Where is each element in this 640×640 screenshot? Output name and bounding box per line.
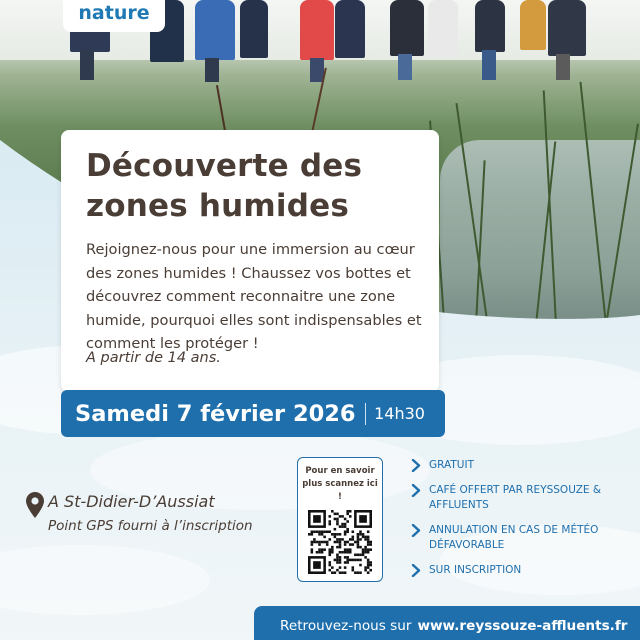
qr-module	[316, 551, 319, 554]
qr-module	[339, 566, 342, 569]
qr-module	[357, 546, 360, 549]
qr-module	[308, 533, 311, 536]
qr-module	[313, 541, 316, 544]
qr-module	[336, 520, 339, 523]
qr-module	[344, 525, 347, 528]
qr-module	[344, 523, 347, 526]
qr-module	[349, 543, 352, 546]
website-link[interactable]: www.reyssouze-affluents.fr	[417, 618, 628, 634]
qr-module	[331, 546, 334, 549]
qr-module	[318, 530, 321, 533]
qr-module	[346, 510, 349, 513]
qr-module	[321, 541, 324, 544]
qr-module	[367, 538, 370, 541]
qr-module	[367, 548, 370, 551]
qr-module	[316, 541, 319, 544]
qr-module	[364, 548, 367, 551]
qr-module	[349, 559, 352, 562]
qr-module	[321, 551, 324, 554]
qr-module	[354, 571, 357, 574]
qr-module	[336, 538, 339, 541]
qr-module	[336, 561, 339, 564]
qr-module	[362, 548, 365, 551]
qr-module	[318, 533, 321, 536]
person-figure	[520, 0, 546, 50]
person-figure	[300, 0, 334, 60]
qr-module	[344, 533, 347, 536]
qr-module	[326, 543, 329, 546]
qr-module	[323, 530, 326, 533]
qr-module	[369, 548, 372, 551]
qr-module	[341, 538, 344, 541]
qr-module	[354, 559, 357, 562]
qr-module	[349, 548, 352, 551]
qr-caption: Pour en savoir plus scannez ici !	[302, 466, 378, 502]
qr-module	[369, 569, 372, 572]
qr-module	[369, 541, 372, 544]
qr-module	[334, 559, 337, 562]
qr-module	[367, 536, 370, 539]
qr-module	[359, 559, 362, 562]
person-figure	[335, 0, 365, 58]
qr-module	[349, 551, 352, 554]
footer-banner[interactable]	[254, 606, 640, 640]
qr-module	[364, 538, 367, 541]
location-place: A St-Didier-D’Aussiat	[48, 492, 215, 511]
qr-module	[334, 571, 337, 574]
qr-module	[344, 530, 347, 533]
date-banner	[61, 390, 445, 437]
qr-module	[346, 561, 349, 564]
qr-module	[341, 551, 344, 554]
qr-module	[336, 518, 339, 521]
qr-module	[344, 571, 347, 574]
qr-module	[367, 543, 370, 546]
qr-module	[334, 513, 337, 516]
qr-module	[311, 541, 314, 544]
person-legs	[398, 54, 412, 80]
person-figure	[475, 0, 505, 52]
qr-module	[346, 556, 349, 559]
qr-module	[331, 510, 334, 513]
qr-module	[339, 515, 342, 518]
qr-module	[336, 559, 339, 562]
qr-module	[339, 551, 342, 554]
qr-module	[331, 548, 334, 551]
qr-module	[369, 561, 372, 564]
qr-module	[323, 548, 326, 551]
qr-module	[359, 538, 362, 541]
qr-module	[357, 571, 360, 574]
qr-module	[321, 533, 324, 536]
map-pin-icon	[26, 492, 44, 518]
person-figure	[195, 0, 235, 60]
event-description: Rejoignez-nous pour une immersion au cœur des zones humides ! Chaussez vos bottes et découvrez comment reconnaitre une zone humide, pourquoi elles sont indispensables et comment les protéger !	[86, 241, 422, 352]
info-item	[411, 458, 631, 474]
footer-prefix: Retrouvez-nous sur	[280, 618, 412, 634]
qr-module	[349, 510, 352, 513]
qr-module	[357, 533, 360, 536]
qr-module	[336, 513, 339, 516]
qr-module	[359, 554, 362, 557]
qr-code-box[interactable]	[297, 457, 383, 582]
qr-module	[339, 571, 342, 574]
qr-module	[352, 569, 355, 572]
event-card	[61, 130, 439, 392]
qr-module	[357, 541, 360, 544]
qr-module	[344, 556, 347, 559]
qr-module	[328, 548, 331, 551]
person-figure	[428, 0, 458, 58]
qr-module	[364, 551, 367, 554]
qr-module	[328, 551, 331, 554]
qr-module	[354, 554, 357, 557]
qr-module	[349, 515, 352, 518]
qr-module	[352, 566, 355, 569]
qr-module	[311, 543, 314, 546]
qr-module	[346, 541, 349, 544]
qr-module	[339, 559, 342, 562]
person-legs	[482, 50, 496, 80]
age-note: A partir de 14 ans.	[86, 350, 221, 366]
qr-module	[344, 543, 347, 546]
qr-module	[367, 551, 370, 554]
qr-module	[352, 538, 355, 541]
qr-module	[318, 543, 321, 546]
qr-module	[328, 554, 331, 557]
qr-module	[334, 528, 337, 531]
qr-module	[334, 518, 337, 521]
qr-code-icon[interactable]	[308, 510, 372, 574]
qr-module	[341, 523, 344, 526]
qr-module	[328, 564, 331, 567]
qr-module	[326, 541, 329, 544]
event-date: Samedi 7 février 2026	[75, 400, 356, 427]
chevron-right-icon	[411, 484, 421, 497]
qr-module	[346, 513, 349, 516]
category-tag	[63, 0, 165, 32]
qr-module	[364, 569, 367, 572]
info-item-text: GRATUIT	[429, 459, 474, 471]
qr-module	[323, 541, 326, 544]
qr-module	[339, 543, 342, 546]
person-figure	[548, 0, 586, 56]
chevron-right-icon	[411, 564, 421, 577]
qr-module	[364, 556, 367, 559]
qr-module	[357, 543, 360, 546]
qr-module	[367, 530, 370, 533]
qr-module	[346, 551, 349, 554]
qr-module	[362, 554, 365, 557]
qr-module	[362, 536, 365, 539]
qr-module	[339, 533, 342, 536]
qr-module	[328, 523, 331, 526]
qr-module	[346, 520, 349, 523]
qr-module	[352, 530, 355, 533]
qr-module	[357, 559, 360, 562]
qr-module	[334, 541, 337, 544]
qr-module	[344, 518, 347, 521]
info-list	[411, 458, 631, 587]
event-title: Découverte des zones humides	[86, 148, 363, 224]
qr-module	[328, 538, 331, 541]
info-item-text: CAFÉ OFFERT PAR REYSSOUZE & AFFLUENTS	[429, 483, 602, 511]
qr-module	[318, 551, 321, 554]
qr-module	[331, 533, 334, 536]
qr-module	[311, 530, 314, 533]
qr-module	[311, 551, 314, 554]
qr-module	[362, 551, 365, 554]
qr-module	[344, 548, 347, 551]
qr-module	[359, 533, 362, 536]
qr-module	[357, 536, 360, 539]
chevron-right-icon	[411, 459, 421, 472]
qr-module	[367, 571, 370, 574]
info-item-text: ANNULATION EN CAS DE MÉTÉO DÉFAVORABLE	[429, 523, 599, 551]
qr-module	[311, 533, 314, 536]
person-figure	[240, 0, 268, 58]
person-legs	[80, 50, 94, 80]
qr-module	[328, 520, 331, 523]
category-tag-label: nature	[78, 2, 150, 24]
qr-module	[311, 548, 314, 551]
qr-module	[359, 515, 367, 523]
info-item	[411, 563, 631, 579]
qr-module	[369, 543, 372, 546]
qr-module	[318, 548, 321, 551]
qr-module	[344, 551, 347, 554]
qr-module	[331, 551, 334, 554]
qr-module	[334, 533, 337, 536]
qr-module	[364, 566, 367, 569]
qr-module	[339, 556, 342, 559]
person-figure	[390, 0, 424, 56]
qr-module	[339, 541, 342, 544]
qr-module	[336, 533, 339, 536]
qr-module	[313, 561, 321, 569]
qr-module	[336, 546, 339, 549]
qr-module	[313, 538, 316, 541]
qr-module	[331, 566, 334, 569]
qr-module	[359, 546, 362, 549]
qr-module	[336, 556, 339, 559]
qr-module	[341, 571, 344, 574]
qr-module	[341, 515, 344, 518]
qr-module	[362, 533, 365, 536]
qr-module	[344, 566, 347, 569]
qr-module	[334, 536, 337, 539]
info-item	[411, 483, 631, 514]
qr-module	[369, 564, 372, 567]
person-legs	[556, 54, 570, 80]
qr-module	[328, 515, 331, 518]
qr-module	[367, 566, 370, 569]
person-legs	[205, 58, 219, 82]
qr-module	[336, 554, 339, 557]
qr-module	[367, 559, 370, 562]
info-item-text: SUR INSCRIPTION	[429, 563, 522, 576]
qr-module	[328, 561, 331, 564]
qr-module	[359, 571, 362, 574]
qr-module	[336, 541, 339, 544]
qr-module	[321, 530, 324, 533]
qr-module	[339, 546, 342, 549]
qr-module	[331, 571, 334, 574]
chevron-right-icon	[411, 524, 421, 537]
qr-module	[344, 561, 347, 564]
qr-module	[357, 538, 360, 541]
qr-module	[341, 525, 344, 528]
event-time: 14h30	[374, 404, 425, 423]
qr-module	[367, 561, 370, 564]
qr-module	[313, 530, 316, 533]
qr-module	[364, 546, 367, 549]
info-item	[411, 523, 631, 554]
qr-module	[352, 559, 355, 562]
qr-module	[328, 569, 331, 572]
qr-module	[346, 548, 349, 551]
qr-module	[321, 548, 324, 551]
qr-module	[339, 561, 342, 564]
qr-module	[336, 523, 339, 526]
qr-module	[352, 536, 355, 539]
qr-module	[346, 530, 349, 533]
location-note: Point GPS fourni à l’inscription	[48, 518, 253, 534]
qr-module	[336, 569, 339, 572]
qr-module	[318, 541, 321, 544]
qr-module	[326, 530, 329, 533]
qr-module	[367, 541, 370, 544]
qr-module	[316, 530, 319, 533]
qr-module	[339, 538, 342, 541]
date-separator	[365, 403, 367, 425]
qr-module	[354, 541, 357, 544]
qr-module	[367, 564, 370, 567]
qr-module	[357, 554, 360, 557]
qr-module	[313, 515, 321, 523]
qr-module	[344, 541, 347, 544]
qr-module	[346, 528, 349, 531]
qr-module	[346, 559, 349, 562]
qr-module	[328, 530, 331, 533]
qr-module	[349, 538, 352, 541]
qr-module	[359, 530, 362, 533]
qr-module	[339, 525, 342, 528]
qr-module	[323, 536, 326, 539]
qr-module	[359, 564, 362, 567]
qr-module	[352, 543, 355, 546]
qr-module	[364, 536, 367, 539]
